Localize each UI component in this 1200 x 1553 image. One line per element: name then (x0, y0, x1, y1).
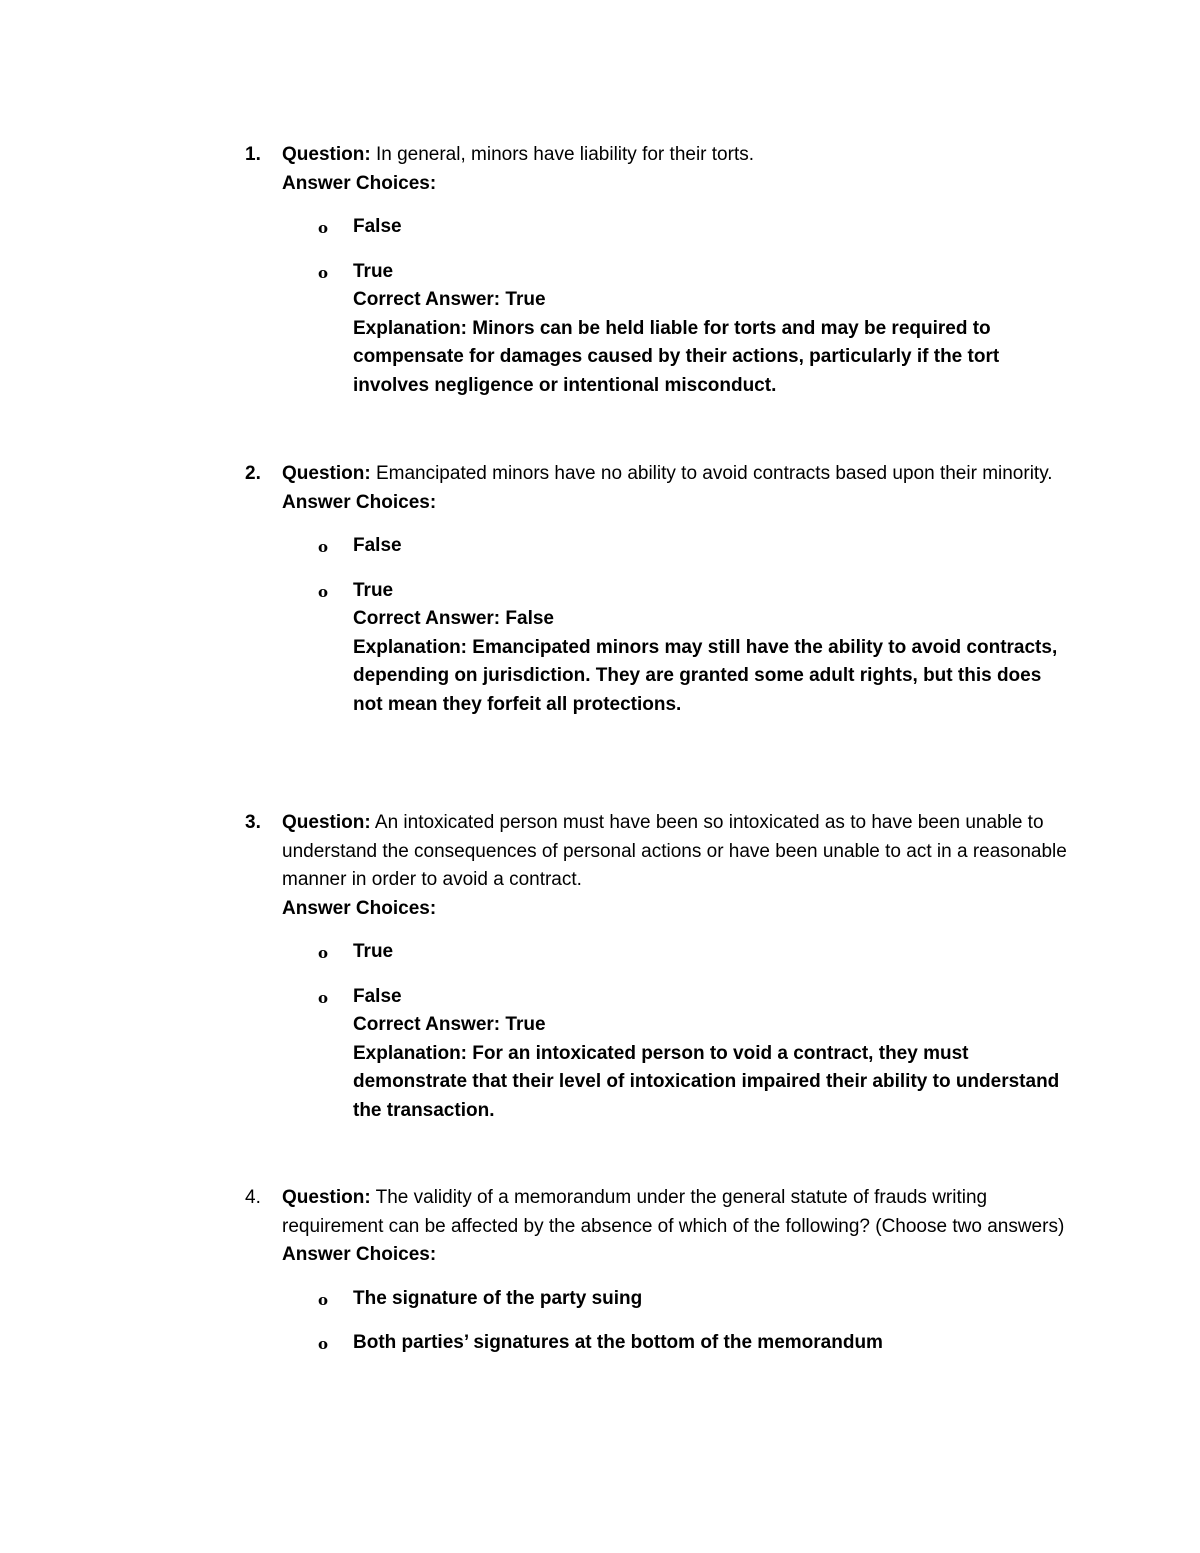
choice-text: False (353, 216, 402, 237)
question-2-stem (245, 460, 1075, 489)
choice-list (245, 532, 1075, 719)
question-2 (245, 460, 1075, 735)
question-label: Question: (282, 144, 371, 165)
answer-choices-label: Answer Choices: (282, 172, 437, 194)
bullet-icon: o (318, 582, 329, 601)
explanation: Explanation: Emancipated minors may still have the ability to avoid contracts, depending on jurisdiction. They are granted some adult rights, but this does not mean they forfeit all protections. (353, 636, 1058, 715)
choice-text: False (353, 535, 402, 556)
question-text: The validity of a memorandum under the general statute of frauds writing requirement can be affected by the absence of which of the following? (Choose two answers) (282, 1187, 1065, 1237)
question-3-stem (245, 809, 1075, 895)
question-text: Emancipated minors have no ability to avoid contracts based upon their minority. (375, 463, 1053, 484)
question-1-stem (245, 141, 1075, 170)
bullet-icon: o (318, 1290, 329, 1309)
bullet-icon: o (318, 219, 329, 237)
choice-item (245, 983, 1075, 1126)
question-4-stem (245, 1184, 1075, 1241)
choice-item (245, 532, 1075, 561)
bullet-icon: o (318, 944, 329, 962)
answer-choices-label: Answer Choices: (282, 897, 437, 919)
correct-answer: Correct Answer: True (353, 1014, 546, 1035)
choice-item (245, 1329, 1075, 1358)
question-label: Question: (282, 463, 371, 484)
choice-text: The signature of the party suing (353, 1287, 643, 1309)
question-1 (245, 141, 1075, 416)
correct-answer: Correct Answer: True (353, 289, 546, 310)
choice-item (245, 1285, 1075, 1314)
choice-item (245, 938, 1075, 967)
choice-item (245, 258, 1075, 401)
bullet-icon: o (318, 538, 329, 556)
question-label: Question: (282, 812, 371, 833)
question-text: An intoxicated person must have been so intoxicated as to have been unable to understand the consequences of personal actions or have been unable to act in a reasonable manner in order to avoid a contract. (282, 812, 1067, 890)
choice-list (245, 938, 1075, 1125)
bullet-icon: o (318, 263, 329, 282)
explanation: Explanation: For an intoxicated person to void a contract, they must demonstrate that their level of intoxication impaired their ability to understand the transaction. (353, 1042, 1060, 1121)
choice-item (245, 213, 1075, 242)
choice-text: False (353, 985, 402, 1007)
question-label: Question: (282, 1187, 371, 1208)
choice-list (245, 213, 1075, 400)
question-number: 3. (245, 812, 261, 833)
answer-choices-label: Answer Choices: (282, 491, 437, 513)
explanation: Explanation: Minors can be held liable for torts and may be required to compensate for damages caused by their actions, particularly if the tort involves negligence or intentional misconduct. (353, 317, 1000, 396)
choice-text: True (353, 941, 394, 962)
question-text: In general, minors have liability for their torts. (375, 144, 755, 165)
choice-text: Both parties’ signatures at the bottom of the memorandum (353, 1332, 883, 1353)
question-4 (245, 1184, 1075, 1374)
correct-answer: Correct Answer: False (353, 608, 554, 629)
choice-text: True (353, 260, 394, 282)
question-3 (245, 809, 1075, 1141)
bullet-icon: o (318, 988, 329, 1007)
question-number: 4. (245, 1187, 261, 1208)
question-number: 2. (245, 463, 261, 484)
choice-list (245, 1285, 1075, 1358)
answer-choices-label: Answer Choices: (282, 1244, 437, 1265)
choice-text: True (353, 579, 394, 601)
choice-item (245, 577, 1075, 720)
question-number: 1. (245, 144, 261, 165)
bullet-icon: o (318, 1335, 329, 1353)
